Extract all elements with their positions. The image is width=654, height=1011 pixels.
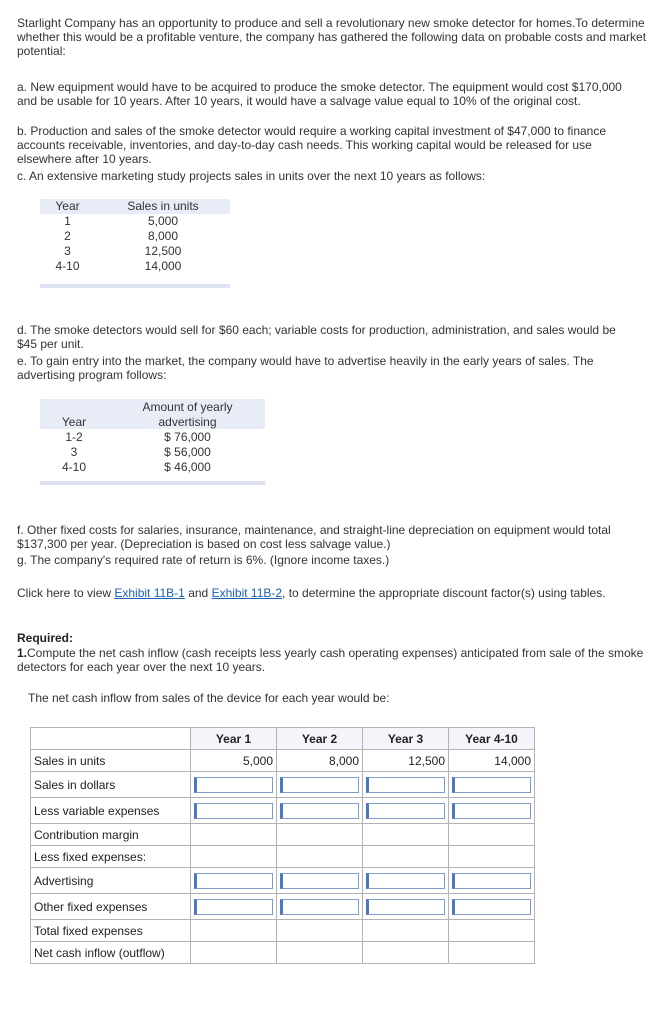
item-e-text: To gain entry into the market, the company would have to advertise heavily in the early years of sales. The advertising program follows: bbox=[17, 354, 594, 382]
net-cash-year-1 bbox=[191, 942, 277, 964]
variable-expenses-year-3-input[interactable] bbox=[366, 803, 445, 819]
sales-dollars-year-1-cell bbox=[191, 772, 277, 798]
row-label-net-cash-inflow: Net cash inflow (outflow) bbox=[31, 942, 191, 964]
less-fixed-year-1 bbox=[191, 846, 277, 868]
table-row bbox=[31, 942, 535, 964]
ad-row-year: 1-2 bbox=[65, 430, 83, 444]
advertising-year-4-10-cell bbox=[449, 868, 535, 894]
sales-dollars-year-3-input[interactable] bbox=[366, 777, 445, 793]
row-label-sales-units: Sales in units bbox=[31, 750, 191, 772]
row-label-variable-expenses: Less variable expenses bbox=[31, 798, 191, 824]
total-fixed-year-2 bbox=[277, 920, 363, 942]
other-fixed-year-3-input[interactable] bbox=[366, 899, 445, 915]
advertising-year-2-cell bbox=[277, 868, 363, 894]
required-text: Compute the net cash inflow (cash receipts less yearly cash operating expenses) anticipated from sale of the smoke detectors for each year over the next 10 years. bbox=[17, 646, 644, 674]
row-label-contribution-margin: Contribution margin bbox=[31, 824, 191, 846]
net-cash-year-2 bbox=[277, 942, 363, 964]
advertising-year-4-10-input[interactable] bbox=[452, 873, 531, 889]
header-year-1: Year 1 bbox=[191, 728, 277, 750]
table-row bbox=[31, 868, 535, 894]
variable-expenses-year-3-cell bbox=[363, 798, 449, 824]
table-row bbox=[31, 798, 535, 824]
header-year-2: Year 2 bbox=[277, 728, 363, 750]
advertising-year-3-input[interactable] bbox=[366, 873, 445, 889]
item-d-text: The smoke detectors would sell for $60 each; variable costs for production, administration, and sales would be $45 per unit. bbox=[17, 323, 616, 351]
sales-table-footer-bar bbox=[40, 284, 230, 288]
contribution-margin-year-1 bbox=[191, 824, 277, 846]
ad-table-footer-bar bbox=[40, 481, 265, 485]
less-fixed-year-3 bbox=[363, 846, 449, 868]
advertising-year-1-input[interactable] bbox=[194, 873, 273, 889]
row-label-advertising: Advertising bbox=[31, 868, 191, 894]
required-heading: Required: bbox=[17, 631, 74, 645]
sales-row-year: 1 bbox=[64, 214, 71, 228]
item-g-text: The company's required rate of return is 6%. (Ignore income taxes.) bbox=[30, 553, 390, 567]
sales-dollars-year-3-cell bbox=[363, 772, 449, 798]
sales-dollars-year-4-10-input[interactable] bbox=[452, 777, 531, 793]
sales-dollars-year-1-input[interactable] bbox=[194, 777, 273, 793]
ad-row-year: 4-10 bbox=[61, 460, 87, 474]
other-fixed-year-4-10-input[interactable] bbox=[452, 899, 531, 915]
sales-row-units: 8,000 bbox=[147, 229, 179, 243]
required-prompt: The net cash inflow from sales of the device for each year would be: bbox=[28, 691, 390, 705]
variable-expenses-year-2-input[interactable] bbox=[280, 803, 359, 819]
sales-row-year: 2 bbox=[64, 229, 71, 243]
table-row bbox=[31, 846, 535, 868]
row-label-other-fixed-expenses: Other fixed expenses bbox=[31, 894, 191, 920]
row-label-less-fixed-expenses: Less fixed expenses: bbox=[31, 846, 191, 868]
item-g-marker: g. bbox=[17, 553, 28, 567]
less-fixed-year-4-10 bbox=[449, 846, 535, 868]
item-g bbox=[17, 553, 637, 567]
other-fixed-year-4-10-cell bbox=[449, 894, 535, 920]
ad-row-year: 3 bbox=[70, 445, 78, 459]
advertising-year-2-input[interactable] bbox=[280, 873, 359, 889]
item-e-marker: e. bbox=[17, 354, 28, 368]
contribution-margin-year-4-10 bbox=[449, 824, 535, 846]
sales-units-year-2: 8,000 bbox=[277, 750, 363, 772]
exhibit-post-text: , to determine the appropriate discount factor(s) using tables. bbox=[282, 586, 606, 600]
net-cash-year-3 bbox=[363, 942, 449, 964]
table-row bbox=[31, 772, 535, 798]
sales-row-year: 3 bbox=[64, 244, 71, 258]
other-fixed-year-2-input[interactable] bbox=[280, 899, 359, 915]
ad-table-col-amount-line2: advertising bbox=[158, 415, 217, 429]
sales-units-year-3: 12,500 bbox=[363, 750, 449, 772]
table-row bbox=[31, 894, 535, 920]
ad-table-col-amount-line1: Amount of yearly bbox=[142, 400, 233, 414]
intro-paragraph: Starlight Company has an opportunity to produce and sell a revolutionary new smoke detector for homes.To determine whether this would be a profitable venture, the company has gathered the following data on probable costs and market potential: bbox=[17, 16, 647, 58]
ad-table-col-year: Year bbox=[61, 415, 87, 429]
exhibit-pre-text: Click here to view bbox=[17, 586, 115, 600]
contribution-margin-year-2 bbox=[277, 824, 363, 846]
exhibit-11b-1-link[interactable]: Exhibit 11B-1 bbox=[114, 586, 185, 600]
sales-dollars-year-4-10-cell bbox=[449, 772, 535, 798]
ad-row-amount: $ 56,000 bbox=[164, 445, 211, 459]
sales-table-col-sales: Sales in units bbox=[127, 199, 199, 213]
item-c-marker: c. bbox=[17, 169, 27, 183]
item-e bbox=[17, 354, 637, 382]
item-f bbox=[17, 523, 637, 551]
item-a bbox=[17, 80, 637, 108]
other-fixed-year-3-cell bbox=[363, 894, 449, 920]
exhibit-mid-text: and bbox=[184, 586, 212, 600]
other-fixed-year-2-cell bbox=[277, 894, 363, 920]
table-row bbox=[31, 750, 535, 772]
total-fixed-year-4-10 bbox=[449, 920, 535, 942]
sales-table-col-year: Year bbox=[55, 199, 80, 213]
header-blank-cell bbox=[31, 728, 191, 750]
header-year-4-10: Year 4-10 bbox=[449, 728, 535, 750]
item-a-text: New equipment would have to be acquired to produce the smoke detector. The equipment would cost $170,000 and be usable for 10 years. After 10 years, it would have a salvage value equal to 10% of the original cost. bbox=[17, 80, 622, 108]
item-b-text: Production and sales of the smoke detector would require a working capital investment of $47,000 to finance accounts receivable, inventories, and day-to-day cash needs. This working capital would be released for use elsewhere after 10 years. bbox=[17, 124, 607, 166]
sales-row-units: 12,500 bbox=[144, 244, 182, 258]
item-b bbox=[17, 124, 637, 166]
net-cash-year-4-10 bbox=[449, 942, 535, 964]
variable-expenses-year-1-cell bbox=[191, 798, 277, 824]
advertising-year-3-cell bbox=[363, 868, 449, 894]
header-year-3: Year 3 bbox=[363, 728, 449, 750]
item-f-text: Other fixed costs for salaries, insurance, maintenance, and straight-line depreciation on equipment would total $137,300 per year. (Depreciation is based on cost less salvage value.) bbox=[17, 523, 611, 551]
total-fixed-year-3 bbox=[363, 920, 449, 942]
item-d bbox=[17, 323, 637, 351]
item-c bbox=[17, 169, 637, 183]
net-cash-inflow-table bbox=[30, 727, 535, 964]
less-fixed-year-2 bbox=[277, 846, 363, 868]
sales-dollars-year-2-cell bbox=[277, 772, 363, 798]
sales-row-units: 14,000 bbox=[144, 259, 182, 273]
table-header-row bbox=[31, 728, 535, 750]
table-row bbox=[31, 824, 535, 846]
other-fixed-year-1-input[interactable] bbox=[194, 899, 273, 915]
ad-row-amount: $ 46,000 bbox=[164, 460, 211, 474]
item-c-text: An extensive marketing study projects sales in units over the next 10 years as follows: bbox=[29, 169, 486, 183]
sales-row-year: 4-10 bbox=[55, 259, 80, 273]
sales-dollars-year-2-input[interactable] bbox=[280, 777, 359, 793]
ad-row-amount: $ 76,000 bbox=[164, 430, 211, 444]
sales-units-year-1: 5,000 bbox=[191, 750, 277, 772]
variable-expenses-year-1-input[interactable] bbox=[194, 803, 273, 819]
variable-expenses-year-2-cell bbox=[277, 798, 363, 824]
exhibit-11b-2-link[interactable]: Exhibit 11B-2 bbox=[211, 586, 283, 600]
table-row bbox=[31, 920, 535, 942]
required-question bbox=[17, 646, 653, 674]
item-a-marker: a. bbox=[17, 80, 28, 94]
item-b-marker: b. bbox=[17, 124, 28, 138]
exhibit-paragraph bbox=[17, 586, 647, 600]
row-label-sales-dollars: Sales in dollars bbox=[31, 772, 191, 798]
row-label-total-fixed-expenses: Total fixed expenses bbox=[31, 920, 191, 942]
sales-units-year-4-10: 14,000 bbox=[449, 750, 535, 772]
other-fixed-year-1-cell bbox=[191, 894, 277, 920]
item-f-marker: f. bbox=[17, 523, 24, 537]
sales-row-units: 5,000 bbox=[147, 214, 179, 228]
variable-expenses-year-4-10-cell bbox=[449, 798, 535, 824]
required-number: 1. bbox=[17, 646, 28, 660]
total-fixed-year-1 bbox=[191, 920, 277, 942]
contribution-margin-year-3 bbox=[363, 824, 449, 846]
advertising-year-1-cell bbox=[191, 868, 277, 894]
item-d-marker: d. bbox=[17, 323, 28, 337]
variable-expenses-year-4-10-input[interactable] bbox=[452, 803, 531, 819]
